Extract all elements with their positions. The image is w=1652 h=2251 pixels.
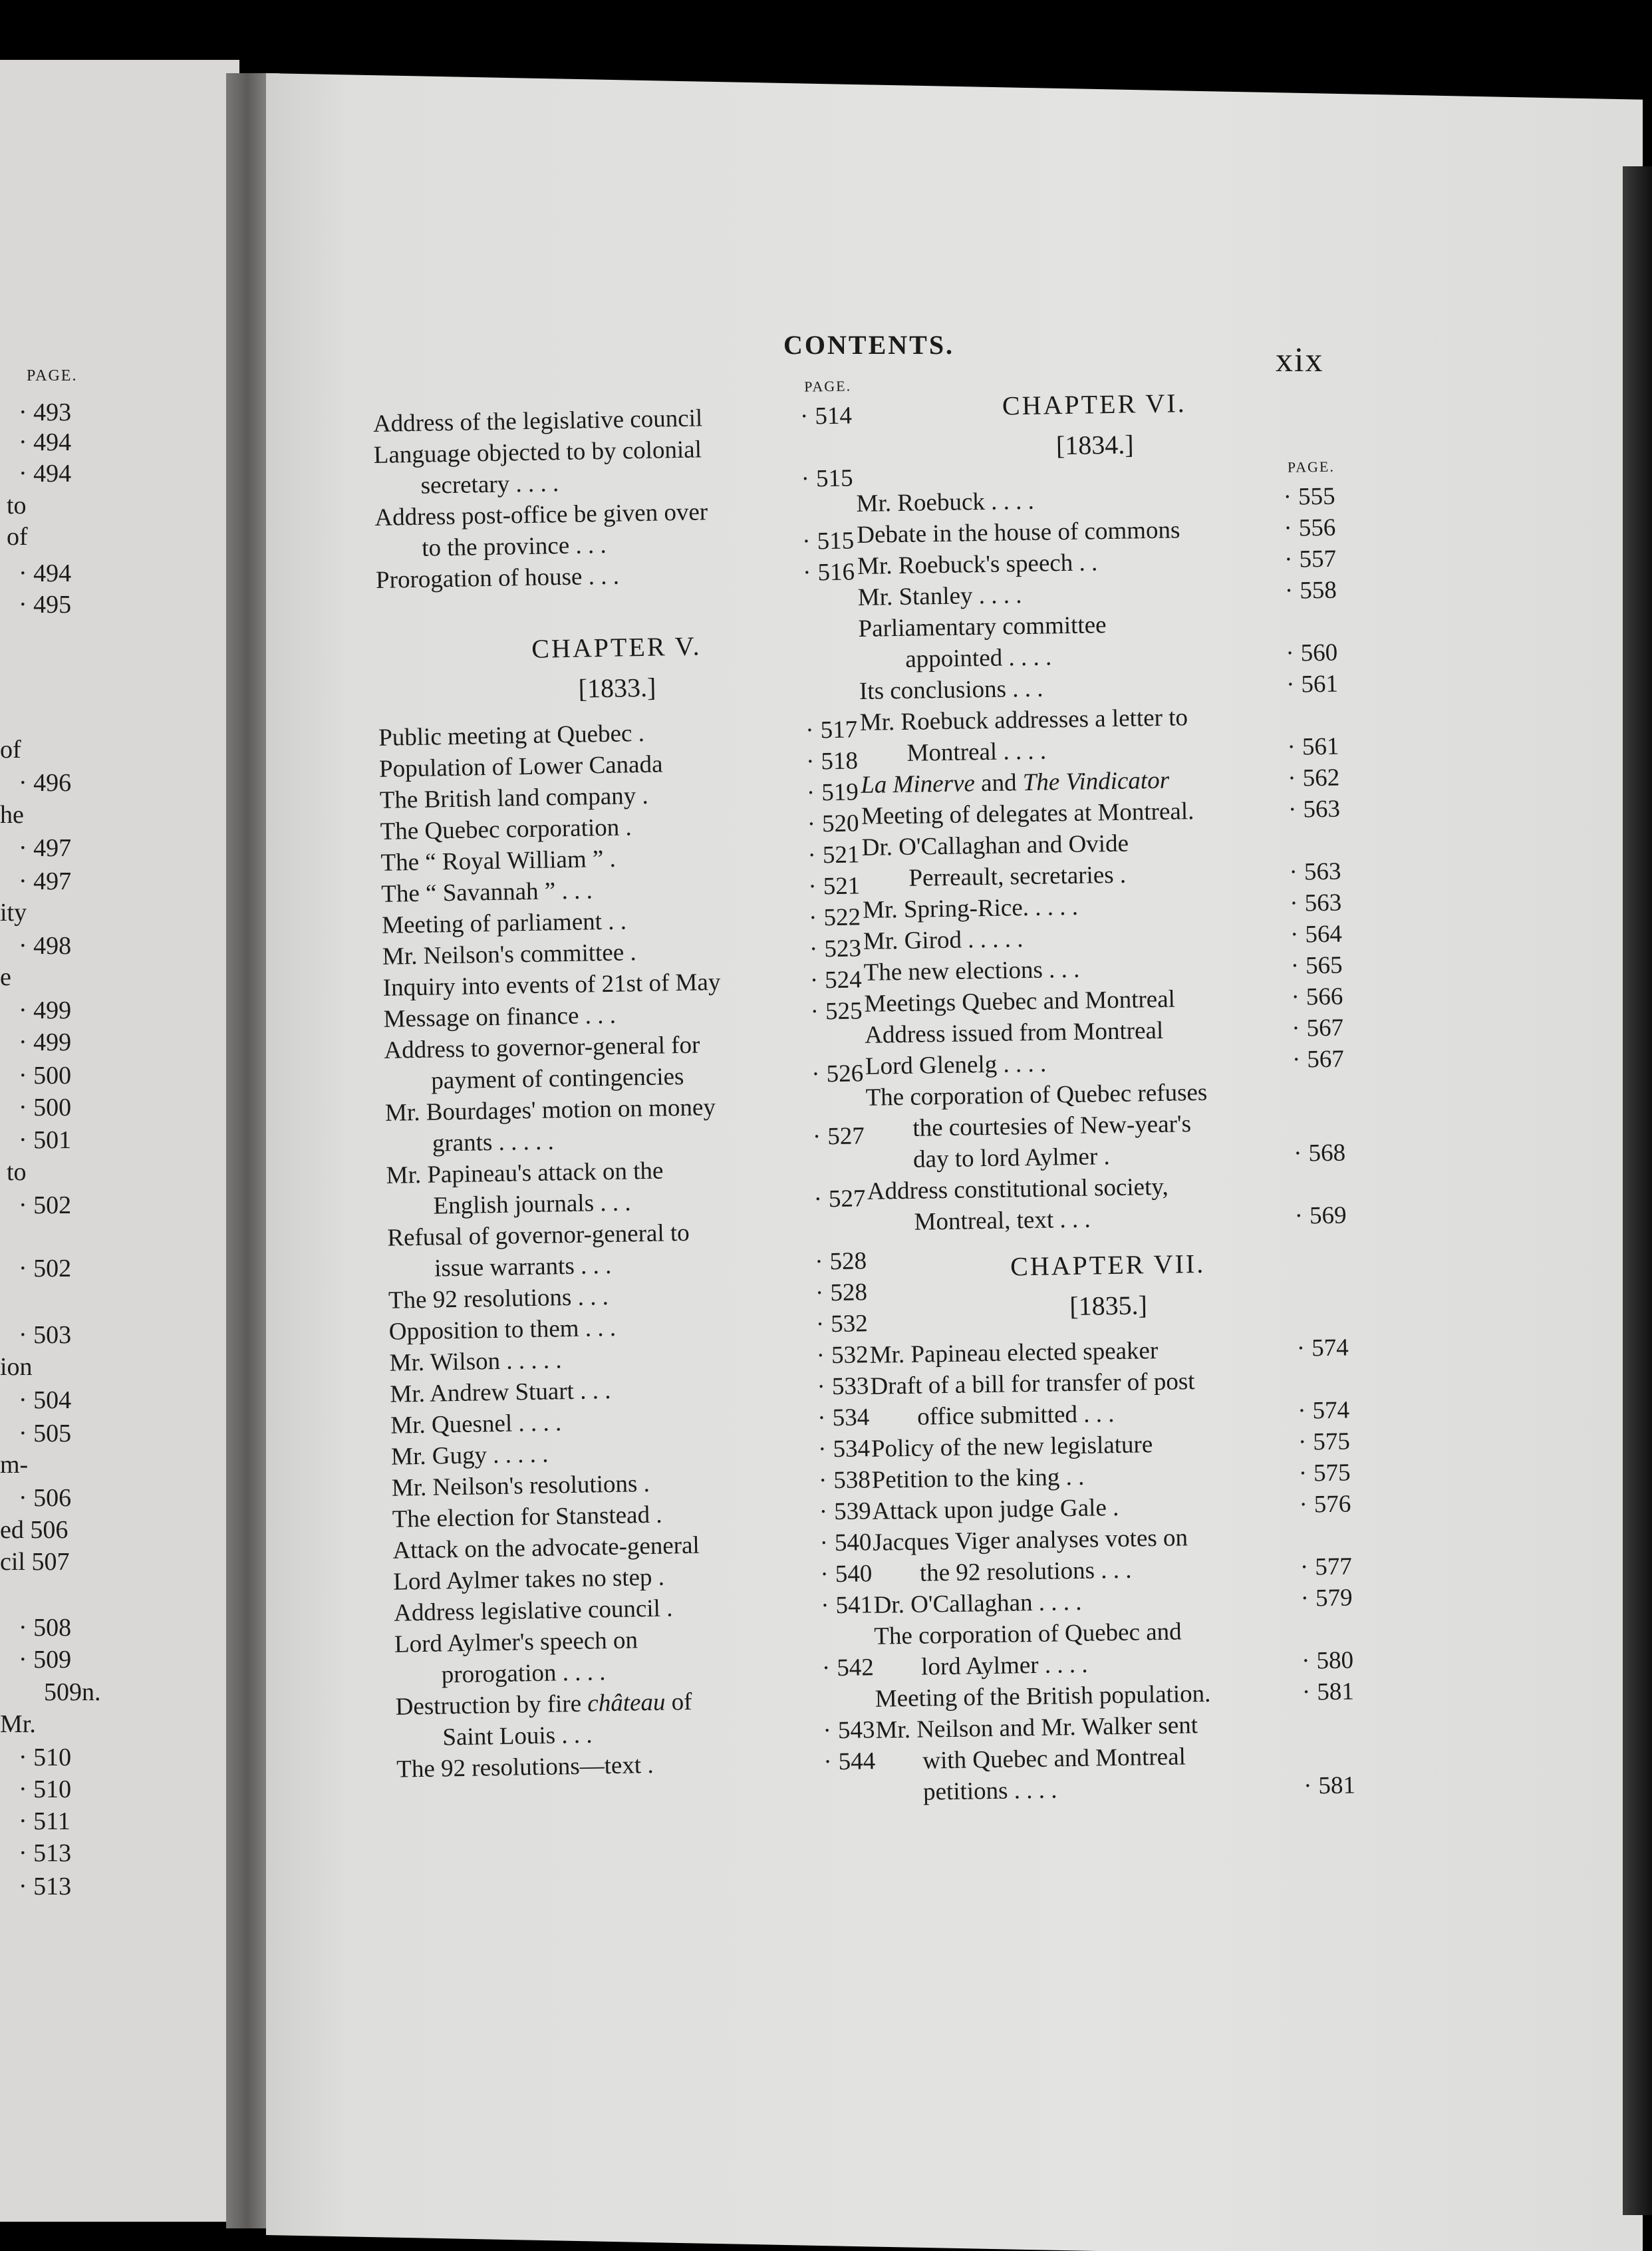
- left-page-fragment: Mr.: [0, 1710, 36, 1738]
- contents-entry: [385, 1089, 865, 1160]
- entry-page-number: · 540: [811, 1558, 873, 1590]
- left-page-fragment: of: [0, 736, 21, 764]
- entry-title-line: Its conclusions . . .: [859, 675, 1043, 705]
- entry-title-line: The British land company .: [379, 782, 649, 814]
- entry-page-number: · 560: [1276, 637, 1338, 669]
- entry-title-line: Prorogation of house . . .: [375, 562, 620, 594]
- running-title: CONTENTS.: [783, 330, 955, 360]
- entry-title-line: Mr. Gugy . . . . .: [390, 1440, 549, 1471]
- entry-title: [385, 1090, 804, 1160]
- entry-title-line: Population of Lower Canada: [378, 750, 663, 783]
- entry-title-line: The “ Royal William ” .: [380, 845, 617, 877]
- entry-title-line: Mr. Spring-Rice. . . . .: [862, 893, 1079, 924]
- entry-title-line: office submitted . . .: [916, 1400, 1115, 1431]
- left-page-fragment: · 497: [19, 834, 72, 862]
- contents-entry: [874, 1613, 1353, 1683]
- entry-title-line: Public meeting at Quebec .: [378, 719, 645, 752]
- entry-page-number: · 532: [806, 1308, 868, 1340]
- entry-title-line: grants . . . . .: [432, 1127, 555, 1157]
- entry-page-number: · 543: [813, 1714, 875, 1747]
- entry-title-line: La Minerve and The Vindicator: [860, 766, 1170, 799]
- entry-title-line: The 92 resolutions—text .: [396, 1751, 654, 1783]
- entry-title-line: Mr. Papineau elected speaker: [869, 1337, 1159, 1369]
- entry-title-line: Meeting of delegates at Montreal.: [861, 798, 1194, 830]
- left-page-fragment: · 503: [19, 1321, 72, 1349]
- chapter-year: [1835.]: [1069, 1290, 1148, 1322]
- entry-title-line: Refusal of governor-general to: [387, 1219, 690, 1252]
- chapter-heading: CHAPTER VI.: [1002, 388, 1187, 421]
- left-page-fragment: · 498: [19, 932, 72, 960]
- entry-page-number: · 539: [809, 1495, 871, 1528]
- contents-entry: [875, 1707, 1355, 1808]
- chapter-year: [1833.]: [578, 672, 656, 704]
- entry-title: [395, 1684, 814, 1754]
- contents-entry: [395, 1683, 875, 1754]
- entry-title-line: The new elections . . .: [863, 955, 1080, 986]
- entry-title-line: Mr. Roebuck . . . .: [856, 487, 1035, 518]
- entry-page-number: · 540: [810, 1527, 872, 1559]
- entry-title-line: to the province . . .: [421, 531, 607, 562]
- left-page-fragment: · 508: [19, 1614, 72, 1642]
- left-page-fragment: · 509: [19, 1646, 72, 1674]
- entry-title-line: The “ Savannah ” . . .: [380, 877, 593, 908]
- entry-title-line: Mr. Bourdages' motion on money: [384, 1094, 716, 1127]
- entry-page-number: · 534: [808, 1402, 870, 1434]
- entry-title-line: Mr. Girod . . . . .: [863, 925, 1024, 955]
- entry-title-line: Mr. Wilson . . . . .: [389, 1346, 562, 1377]
- contents-column-right: [855, 385, 1355, 1809]
- left-page-fragment: · 510: [19, 1775, 72, 1803]
- contents-entry: [859, 700, 1339, 770]
- contents-entry: [387, 1214, 867, 1285]
- entry-title-line: Jacques Viger analyses votes on: [872, 1524, 1188, 1557]
- contents-column-left: [372, 377, 876, 1785]
- entry-title-line: Address post-office be given over: [374, 498, 708, 531]
- entries-chapter-vi: [856, 481, 1347, 1239]
- entry-title: [865, 1076, 1284, 1176]
- chapter-year: [1834.]: [1055, 429, 1134, 461]
- entry-title: [396, 1747, 815, 1785]
- entry-page-number: · 569: [1285, 1200, 1347, 1232]
- entry-title-line: The corporation of Quebec and: [874, 1618, 1182, 1650]
- entry-page-number: · 541: [811, 1589, 873, 1622]
- contents-entry: [374, 494, 855, 565]
- entry-title: [875, 1708, 1294, 1809]
- entry-title-line: Dr. O'Callaghan and Ovide: [861, 829, 1129, 861]
- entry-title-line: Attack upon judge Gale .: [872, 1493, 1119, 1525]
- entry-title: [870, 1364, 1288, 1433]
- contents-entry: [865, 1075, 1345, 1176]
- entry-page-number: · 577: [1290, 1551, 1352, 1582]
- left-page-fragment: to: [7, 492, 27, 520]
- left-page-fragment: · 495: [19, 591, 72, 619]
- entry-title-line: Parliamentary committee: [858, 611, 1107, 643]
- entry-title-line: English journals . . .: [433, 1189, 631, 1220]
- left-page-fragment: · 496: [19, 769, 72, 797]
- entry-title-line: appointed . . . .: [904, 643, 1052, 673]
- contents-entry: [870, 1364, 1349, 1433]
- contents-entry: [861, 825, 1341, 895]
- entry-title: [387, 1215, 806, 1285]
- entry-page-number: · 542: [812, 1652, 874, 1684]
- entry-page-number: · 525: [801, 995, 863, 1028]
- entry-page-number: · 557: [1275, 543, 1337, 575]
- entry-page-number: · 528: [806, 1276, 868, 1309]
- entry-page-number: · 579: [1291, 1582, 1353, 1614]
- entry-title-line: Lord Aylmer takes no step .: [393, 1563, 665, 1596]
- left-page-fragment: · 499: [19, 996, 72, 1024]
- entry-title: [376, 557, 794, 596]
- entry-page-number: · 575: [1289, 1457, 1351, 1489]
- column-page-header: PAGE.: [803, 377, 852, 395]
- entry-page-number: · 580: [1292, 1644, 1354, 1676]
- entry-title: [384, 1028, 803, 1098]
- entry-title-line: lord Aylmer . . . .: [920, 1650, 1088, 1681]
- contents-entry: [373, 431, 853, 502]
- left-page-fragment: · 513: [19, 1839, 72, 1867]
- entry-title-line: The 92 resolutions . . .: [388, 1283, 609, 1314]
- entry-page-number: · 563: [1280, 887, 1342, 919]
- entry-page-number: · 561: [1277, 669, 1339, 700]
- entry-title: [373, 432, 792, 502]
- entry-page-number: · 521: [799, 870, 861, 903]
- entry-page-number: · 514: [790, 400, 852, 432]
- contents-entry: [384, 1026, 864, 1098]
- entry-title-line: The election for Stanstead .: [392, 1501, 662, 1533]
- left-page-fragment: · 510: [19, 1743, 72, 1771]
- entry-page-number: · 521: [798, 839, 860, 871]
- entry-page-number: · 576: [1290, 1488, 1351, 1520]
- entry-title: [861, 825, 1280, 895]
- left-page-fragment: · 504: [19, 1386, 72, 1414]
- left-page-fragment: · 494: [19, 428, 72, 456]
- entry-title: [858, 607, 1276, 676]
- left-page-fragment: to: [7, 1158, 27, 1186]
- entry-title-line: petitions . . . .: [922, 1776, 1057, 1806]
- left-page-fragment: · 501: [19, 1126, 72, 1154]
- entry-title-line: Language objected to by colonial: [373, 436, 702, 469]
- entry-title-line: Lord Aylmer's speech on: [394, 1626, 638, 1658]
- left-page-fragment: · 513: [19, 1873, 72, 1900]
- entry-page-number: · 520: [797, 808, 859, 840]
- entry-title: [859, 700, 1278, 770]
- entry-title-line: Dr. O'Callaghan . . . .: [873, 1588, 1082, 1619]
- left-page-fragment: e: [0, 963, 11, 991]
- entry-title-line: prorogation . . . .: [441, 1658, 606, 1689]
- entry-page-number: · 517: [796, 714, 858, 746]
- entry-page-number: · 564: [1281, 919, 1343, 951]
- left-page-fragment: cil 507: [0, 1548, 70, 1576]
- entry-title-line: Mr. Roebuck addresses a letter to: [859, 704, 1188, 736]
- entry-page-number: · 532: [807, 1339, 869, 1372]
- entry-title-line: Meeting of the British population.: [875, 1680, 1211, 1713]
- contents-entry: [867, 1169, 1347, 1239]
- entry-title-line: Montreal, text . . .: [914, 1205, 1091, 1236]
- entry-page-number: · 565: [1281, 950, 1343, 982]
- entry-title: [873, 1521, 1291, 1590]
- entry-page-number: · 515: [791, 462, 853, 495]
- entry-page-number: · 563: [1279, 794, 1341, 825]
- entry-page-number: · 522: [799, 901, 861, 934]
- entry-page-number: · 556: [1274, 512, 1336, 544]
- entry-page-number: · 527: [803, 1120, 865, 1153]
- entry-title-line: The Quebec corporation .: [380, 814, 632, 845]
- entries-chapter-iv-continued: [373, 400, 855, 596]
- entry-title-line: day to lord Aylmer .: [912, 1143, 1111, 1173]
- left-page-fragment: · 499: [19, 1028, 72, 1056]
- entry-title-line: Opposition to them . . .: [388, 1314, 617, 1346]
- contents-entry: [394, 1620, 875, 1692]
- left-page-fragment: · 494: [19, 559, 72, 587]
- entry-page-number: · 544: [814, 1745, 876, 1778]
- entry-title-line: Debate in the house of commons: [857, 516, 1180, 549]
- entry-title-line: Mr. Neilson and Mr. Walker sent: [875, 1712, 1198, 1744]
- chapter-heading: CHAPTER VII.: [1010, 1248, 1206, 1282]
- entry-title-line: Mr. Neilson's committee .: [382, 939, 637, 971]
- entry-title-line: Saint Louis . . .: [442, 1721, 593, 1751]
- left-page-fragment: · 494: [19, 460, 72, 488]
- left-page-fragment: · 505: [19, 1420, 72, 1447]
- entry-title: [386, 1153, 805, 1223]
- entry-page-number: · 575: [1289, 1426, 1351, 1457]
- entry-page-number: · 567: [1282, 1044, 1344, 1076]
- entry-title-line: Lord Glenelg . . . .: [865, 1050, 1047, 1080]
- entry-title-line: Address to governor-general for: [384, 1031, 700, 1064]
- entry-title-line: Message on finance . . .: [383, 1001, 617, 1033]
- entry-page-number: · 566: [1282, 981, 1343, 1013]
- entry-page-number: · 538: [809, 1464, 871, 1497]
- entry-title-line: Address constitutional society,: [867, 1173, 1169, 1205]
- left-page-fragment: of: [7, 523, 28, 551]
- left-page-fragment: · 500: [19, 1094, 72, 1122]
- entry-page-number: · 515: [793, 525, 855, 557]
- contents-entry: [386, 1151, 866, 1223]
- entry-page-number: · 555: [1274, 481, 1335, 513]
- left-page-fragment: · 506: [19, 1484, 72, 1512]
- entry-page-number: · 518: [797, 745, 859, 778]
- entry-page-number: · 563: [1280, 856, 1341, 888]
- column-page-header: PAGE.: [1287, 458, 1335, 476]
- entry-title-line: Meetings Quebec and Montreal: [864, 985, 1176, 1018]
- entry-title-line: Montreal . . . .: [906, 737, 1047, 767]
- left-page-fragment: he: [0, 801, 24, 829]
- entry-title-line: Mr. Neilson's resolutions .: [391, 1469, 650, 1502]
- entry-title-line: Mr. Papineau's attack on the: [386, 1157, 664, 1189]
- entry-page-number: · 574: [1287, 1332, 1349, 1364]
- left-page-header: PAGE.: [27, 367, 78, 384]
- entry-title: [867, 1169, 1286, 1239]
- entry-page-number: · 533: [807, 1370, 869, 1403]
- entry-page-number: · 581: [1294, 1769, 1356, 1801]
- entry-title-line: Mr. Andrew Stuart . . .: [390, 1376, 611, 1408]
- entry-page-number: · 528: [805, 1245, 867, 1278]
- entry-title: [374, 495, 793, 565]
- entries-chapter-v: [378, 714, 876, 1785]
- entry-page-number: · 516: [793, 556, 855, 589]
- entry-title-line: the courtesies of New-year's: [912, 1110, 1192, 1142]
- page-number: xix: [1276, 341, 1324, 379]
- entry-title-line: Policy of the new legislature: [871, 1431, 1153, 1463]
- entry-title-line: Address of the legislative council: [372, 404, 703, 438]
- left-page-fragment: m-: [0, 1451, 29, 1479]
- entries-chapter-vii: [869, 1332, 1355, 1809]
- left-page-fragment: · 497: [19, 867, 72, 895]
- entry-page-number: · 526: [802, 1058, 864, 1090]
- left-page-fragment: · 511: [19, 1807, 70, 1835]
- left-page-fragment: · 502: [19, 1255, 72, 1282]
- left-page-fragment: ed 506: [0, 1516, 69, 1544]
- entry-page-number: · 523: [799, 933, 861, 965]
- entry-title-line: Mr. Roebuck's speech . .: [857, 549, 1098, 580]
- left-page-fragment: ion: [0, 1353, 33, 1381]
- entry-page-number: · 567: [1282, 1012, 1344, 1044]
- entry-page-number: · 524: [800, 964, 862, 996]
- entry-title-line: Address legislative council .: [393, 1594, 673, 1627]
- entry-page-number: · 581: [1292, 1676, 1354, 1708]
- entry-title-line: with Quebec and Montreal: [922, 1743, 1186, 1775]
- entry-title-line: Draft of a bill for transfer of post: [870, 1368, 1195, 1400]
- entry-page-number: · 558: [1275, 575, 1337, 607]
- entry-title-line: Petition to the king . .: [871, 1463, 1085, 1494]
- entry-title-line: Meeting of parliament . .: [381, 907, 627, 939]
- entry-page-number: · 568: [1284, 1137, 1346, 1169]
- entry-title-line: issue warrants . . .: [434, 1251, 612, 1282]
- entry-page-number: · 561: [1278, 731, 1339, 763]
- contents-entry: [873, 1519, 1352, 1589]
- entry-title-line: Perreault, secretaries .: [908, 861, 1127, 892]
- left-page-fragment: ity: [0, 899, 27, 927]
- left-page-fragment: · 502: [19, 1191, 72, 1219]
- entry-title-line: Inquiry into events of 21st of May: [382, 969, 721, 1002]
- entry-title: [874, 1614, 1292, 1684]
- entry-title-line: Attack on the advocate-general: [392, 1531, 700, 1565]
- left-page-fragment: · 500: [19, 1062, 72, 1090]
- chapter-heading: CHAPTER V.: [531, 631, 702, 664]
- entry-title-line: Destruction by fire château of: [395, 1688, 692, 1721]
- entry-page-number: · 534: [809, 1433, 871, 1465]
- entry-title-line: The corporation of Quebec refuses: [865, 1078, 1208, 1112]
- entry-page-number: · 519: [797, 776, 859, 809]
- entry-title-line: the 92 resolutions . . .: [919, 1556, 1132, 1587]
- entry-title-line: secretary . . . .: [420, 470, 559, 500]
- left-page-fragment: 509n.: [44, 1678, 101, 1706]
- entry-page-number: · 562: [1278, 762, 1340, 794]
- contents-entry: [858, 606, 1337, 676]
- left-page-fragment: · 493: [19, 398, 72, 426]
- entry-title-line: Mr. Quesnel . . . .: [390, 1409, 562, 1439]
- entry-page-number: · 527: [804, 1183, 866, 1215]
- entry-title-line: Address issued from Montreal: [864, 1016, 1164, 1049]
- entry-title: [394, 1622, 813, 1692]
- entry-page-number: · 574: [1288, 1395, 1350, 1427]
- entry-title-line: payment of contingencies: [430, 1062, 684, 1095]
- entry-title-line: Mr. Stanley . . . .: [857, 581, 1022, 611]
